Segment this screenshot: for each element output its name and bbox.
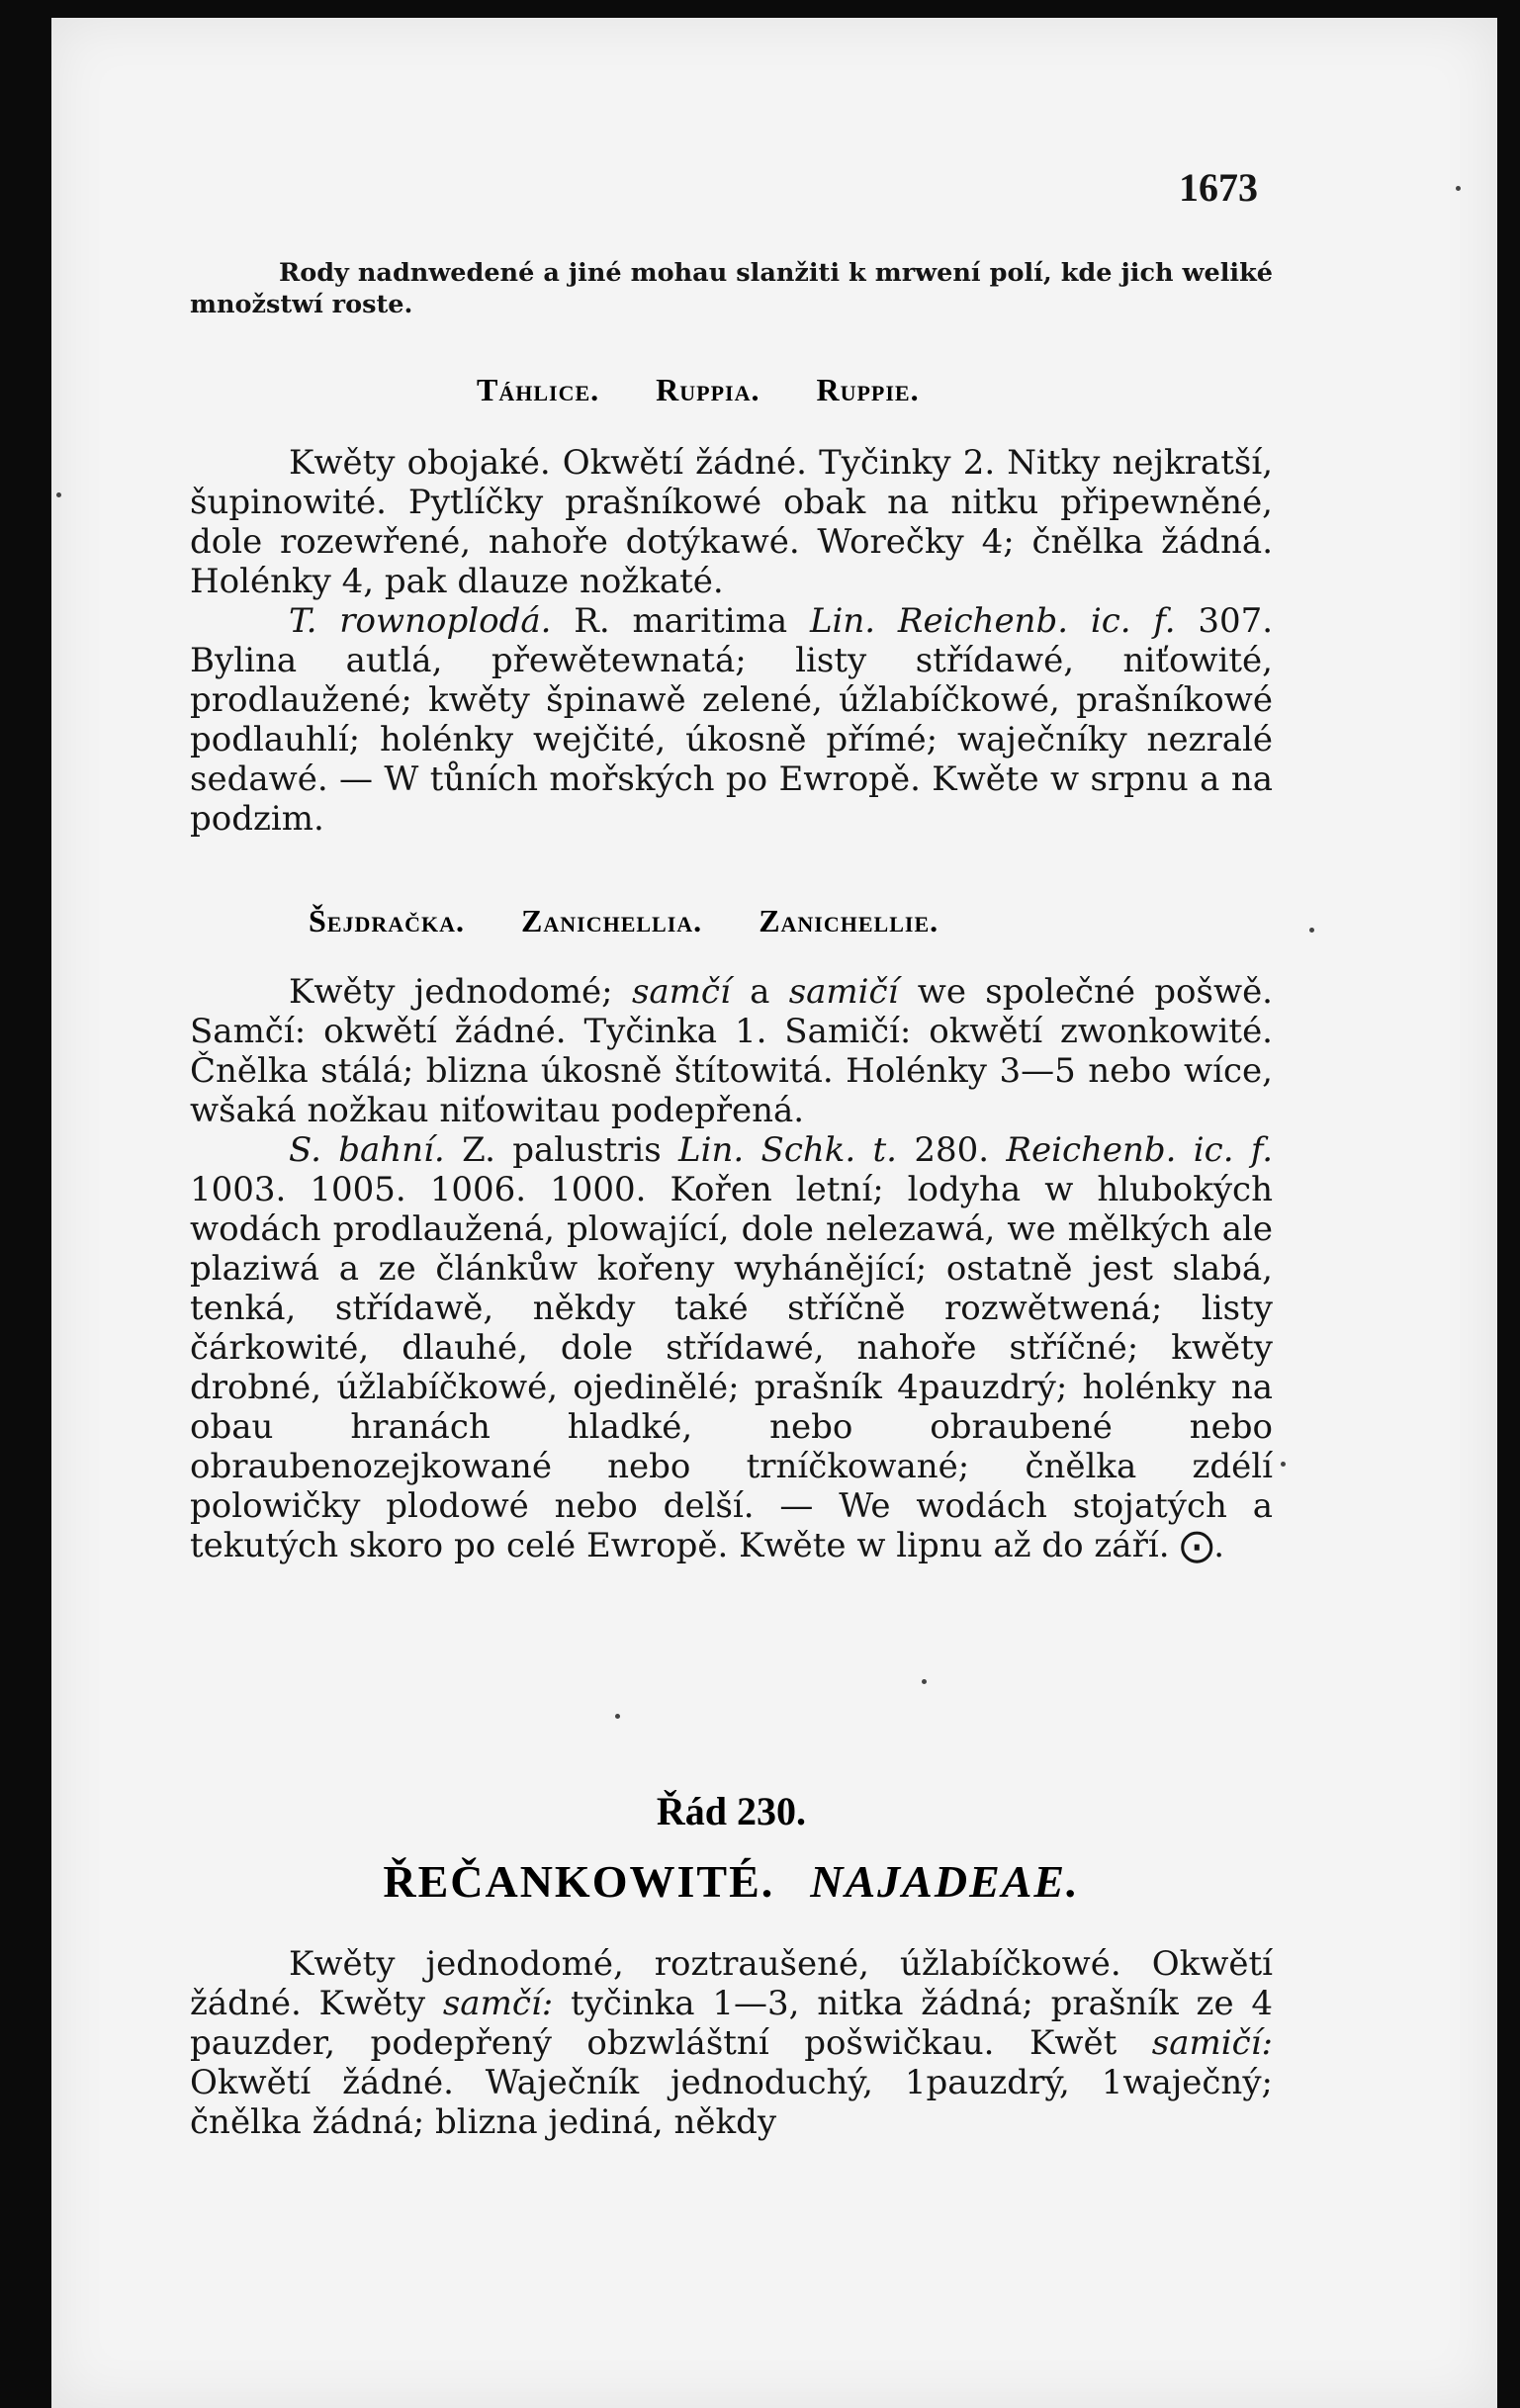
- species-reference: Schk. t.: [760, 1130, 897, 1170]
- paper-speck: [1309, 928, 1314, 933]
- species-text: 1003. 1005. 1006. 1000. Kořen letní; lodyha w hlubokých wodách prodlaužená, plowající, dole nelezawá, we mělkých ale plaziwá a ze článkůw kořeny wyhánějící; ostatně jest slabá, tenká, střídawě, někdy také stříčně rozwětwená; listy čárkowité, dlauhé, dole střídawé, nahoře stříčné; kwěty drobné, úžlabíčkowé, ojedinělé; prašník 4pauzdrý; holénky na obau hranách hladké, nebo obraubené nebo obraubenozejkowané nebo trníčkowané; čnělka zdélí polowičky plodowé nebo delší. — We wodách stojatých a tekutých skoro po celé Ewropě. Kwěte w lipnu až do září. ⨀.: [190, 1170, 1273, 1565]
- paper-speck: [56, 492, 61, 497]
- paper-speck: [1281, 1462, 1286, 1467]
- zanichellia-section: [190, 972, 1273, 1565]
- genus-czech-name: Táhlice.: [477, 372, 600, 407]
- desc-male: samčí: [631, 972, 731, 1012]
- species-name: bahní.: [338, 1130, 445, 1170]
- page-number: 1673: [1179, 165, 1258, 210]
- order-heading: Řád 230.: [656, 1789, 807, 1833]
- desc-text: we společné pošwě. Samčí: okwětí žádné. Tyčinka 1. Samičí: okwětí zwonkowité. Čnělka stálá; blizna úkosně štítowitá. Holénky 3—5 nebo wíce, wšaká nožkau niťowitau podepřená.: [190, 972, 1273, 1130]
- species-latin: Z. palustris: [462, 1130, 662, 1170]
- desc-female: samičí:: [1151, 2023, 1274, 2063]
- desc-text: a: [750, 972, 770, 1012]
- desc-text: Kwěty jednodomé;: [289, 972, 613, 1012]
- paper-speck: [922, 1679, 927, 1684]
- desc-text: tyčinka 1—3, nitka žádná; prašník ze 4 pauzder, podepřený obzwláštní pošwičkau. Kwět: [190, 1984, 1274, 2063]
- intro-paragraph: Rody nadnwedené a jiné mohau slanžiti k mrwení polí, kde jich weliké množstwí roste.: [190, 258, 1273, 319]
- book-page: [51, 18, 1497, 2408]
- species-latin: R. maritima: [574, 601, 788, 641]
- desc-male: samčí:: [442, 1984, 554, 2023]
- species-name: rownoplodá.: [339, 601, 552, 641]
- desc-female: samičí: [788, 972, 899, 1012]
- ruppia-section: [190, 443, 1273, 839]
- species-entry: [190, 601, 1273, 839]
- genus-czech-name: Šejdračka.: [309, 903, 466, 938]
- species-reference-number: 280.: [914, 1130, 990, 1170]
- species-abbr: S.: [289, 1130, 321, 1170]
- paper-speck: [1456, 186, 1461, 191]
- paper-speck: [615, 1714, 620, 1719]
- species-entry: [190, 1130, 1273, 1565]
- genus-latin-name: Zanichellia.: [521, 903, 703, 938]
- species-abbr: T.: [289, 601, 317, 641]
- species-reference: Reichenb. ic. f.: [897, 601, 1176, 641]
- genus-heading-zanichellia: [190, 903, 1273, 939]
- genus-description: [190, 972, 1273, 1130]
- family-czech-name: ŘEČANKOWITÉ.: [383, 1856, 775, 1907]
- desc-text: Okwětí žádné. Waječník jednoduchý, 1pauzdrý, 1waječný; čnělka žádná; blizna jediná, někdy: [190, 2063, 1273, 2142]
- genus-vernacular-name: Zanichellie.: [759, 903, 939, 938]
- desc-text: Kwěty jednodomé, roztraušené, úžlabíčkowé. Okwětí žádné. Kwěty: [190, 1944, 1273, 2023]
- species-author: Lin.: [809, 601, 876, 641]
- genus-vernacular-name: Ruppie.: [816, 372, 920, 407]
- species-text: 307. Bylina autlá, přewětewnatá; listy střídawé, niťowité, prodlaužené; kwěty špinawě zelené, úžlabíčkowé, prašníkowé podlauhlí; holénky wejčité, úkosně přímé; waječníky nezralé sedawé. — W tůních mořských po Ewropě. Kwěte w srpnu a na podzim.: [190, 601, 1274, 839]
- family-description: [190, 1944, 1273, 2142]
- species-reference: Reichenb. ic. f.: [1006, 1130, 1274, 1170]
- genus-latin-name: Ruppia.: [656, 372, 760, 407]
- family-description-text: [190, 1944, 1273, 2142]
- genus-heading-ruppia: [190, 372, 1273, 408]
- family-heading: [190, 1855, 1273, 1908]
- species-author: Lin.: [678, 1130, 745, 1170]
- family-latin-name: NAJADEAE.: [810, 1856, 1080, 1907]
- genus-description: Kwěty obojaké. Okwětí žádné. Tyčinky 2. Nitky nejkratší, šupinowité. Pytlíčky prašníkowé obak na nitku připewněné, dole rozewřené, nahoře dotýkawé. Worečky 4; čnělka žádná. Holénky 4, pak dlauze nožkaté.: [190, 443, 1273, 601]
